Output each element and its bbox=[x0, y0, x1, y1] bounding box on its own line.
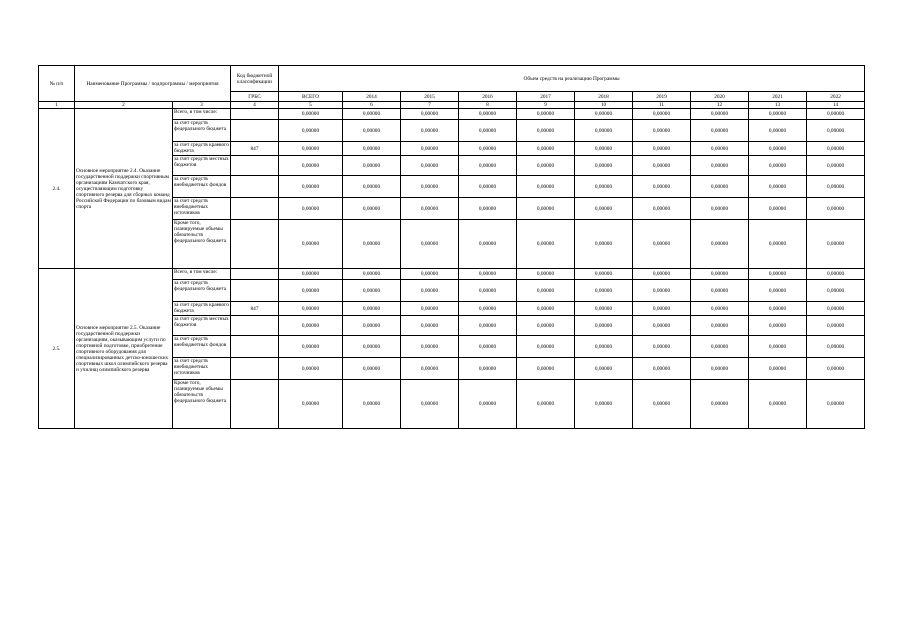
value-year: 0,00000 bbox=[633, 280, 691, 302]
column-index: 2 bbox=[75, 102, 173, 109]
value-year: 0,00000 bbox=[343, 176, 401, 198]
value-year: 0,00000 bbox=[633, 358, 691, 380]
funding-source: за счет средств краевого бюджета bbox=[174, 302, 229, 314]
value-year: 0,00000 bbox=[343, 120, 401, 142]
section-name: Основное мероприятие 2.4. Оказание государственной поддержки спортивным организациям Камчатского края, осуществляющим подготовку спортивного резерва для сборных команд Российской Федерации по базовым видам спорта bbox=[75, 109, 173, 269]
funding-source: за счет средств федерального бюджета bbox=[173, 280, 231, 302]
value-year: 0,00000 bbox=[401, 269, 459, 280]
grbs-code bbox=[231, 156, 279, 176]
value-year: 0,00000 bbox=[575, 156, 633, 176]
value-year: 0,00000 bbox=[749, 109, 807, 120]
value-year: 0,00000 bbox=[517, 269, 575, 280]
column-index: 8 bbox=[459, 102, 517, 109]
value-year: 0,00000 bbox=[749, 156, 807, 176]
value-year: 0,00000 bbox=[691, 198, 749, 220]
column-index: 5 bbox=[279, 102, 343, 109]
value-year: 0,00000 bbox=[401, 120, 459, 142]
value-year: 0,00000 bbox=[633, 269, 691, 280]
value-year: 0,00000 bbox=[691, 316, 749, 336]
value-year: 0,00000 bbox=[517, 380, 575, 429]
value-year: 0,00000 bbox=[517, 280, 575, 302]
header-row-indexes bbox=[39, 102, 865, 109]
value-year: 0,00000 bbox=[749, 302, 807, 316]
value-year: 0,00000 bbox=[749, 358, 807, 380]
value-year: 0,00000 bbox=[807, 109, 865, 120]
column-index: 4 bbox=[231, 102, 279, 109]
value-year: 0,00000 bbox=[749, 120, 807, 142]
funding-source: Всего, в том числе: bbox=[173, 269, 231, 280]
value-year: 0,00000 bbox=[459, 220, 517, 269]
value-year: 0,00000 bbox=[401, 109, 459, 120]
value-year: 0,00000 bbox=[459, 156, 517, 176]
value-year: 0,00000 bbox=[807, 358, 865, 380]
value-year: 0,00000 bbox=[807, 142, 865, 156]
value-total: 0,00000 bbox=[279, 176, 343, 198]
header-year: 2018 bbox=[575, 92, 633, 102]
value-year: 0,00000 bbox=[459, 358, 517, 380]
header-year: 2017 bbox=[517, 92, 575, 102]
value-total: 0,00000 bbox=[279, 302, 343, 316]
value-total: 0,00000 bbox=[279, 336, 343, 358]
value-year: 0,00000 bbox=[401, 380, 459, 429]
funding-source: за счет средств местных бюджетов bbox=[173, 156, 231, 176]
header-year: 2015 bbox=[401, 92, 459, 102]
value-year: 0,00000 bbox=[575, 198, 633, 220]
value-year: 0,00000 bbox=[343, 280, 401, 302]
column-index: 14 bbox=[807, 102, 865, 109]
value-year: 0,00000 bbox=[517, 316, 575, 336]
grbs-code bbox=[231, 176, 279, 198]
value-year: 0,00000 bbox=[459, 269, 517, 280]
grbs-code bbox=[231, 316, 279, 336]
value-year: 0,00000 bbox=[401, 280, 459, 302]
funding-source: за счет средств местных бюджетов bbox=[173, 316, 231, 336]
value-year: 0,00000 bbox=[459, 176, 517, 198]
value-year: 0,00000 bbox=[749, 316, 807, 336]
value-year: 0,00000 bbox=[401, 142, 459, 156]
value-year: 0,00000 bbox=[633, 156, 691, 176]
value-year: 0,00000 bbox=[459, 380, 517, 429]
value-year: 0,00000 bbox=[807, 176, 865, 198]
value-year: 0,00000 bbox=[807, 302, 865, 316]
value-year: 0,00000 bbox=[691, 109, 749, 120]
value-year: 0,00000 bbox=[343, 156, 401, 176]
grbs-code: 847 bbox=[231, 302, 279, 316]
value-year: 0,00000 bbox=[401, 358, 459, 380]
grbs-code: 847 bbox=[231, 142, 279, 156]
value-year: 0,00000 bbox=[517, 336, 575, 358]
value-total: 0,00000 bbox=[279, 109, 343, 120]
value-year: 0,00000 bbox=[401, 302, 459, 316]
value-year: 0,00000 bbox=[691, 176, 749, 198]
column-index: 7 bbox=[401, 102, 459, 109]
value-year: 0,00000 bbox=[575, 316, 633, 336]
value-year: 0,00000 bbox=[517, 302, 575, 316]
grbs-code bbox=[231, 358, 279, 380]
value-year: 0,00000 bbox=[517, 109, 575, 120]
value-total: 0,00000 bbox=[279, 358, 343, 380]
grbs-code bbox=[231, 380, 279, 429]
value-year: 0,00000 bbox=[575, 269, 633, 280]
value-year: 0,00000 bbox=[807, 156, 865, 176]
value-year: 0,00000 bbox=[749, 198, 807, 220]
value-year: 0,00000 bbox=[343, 302, 401, 316]
funding-source: за счет средств внебюджетных источников bbox=[173, 358, 231, 380]
value-year: 0,00000 bbox=[575, 109, 633, 120]
value-year: 0,00000 bbox=[633, 302, 691, 316]
value-year: 0,00000 bbox=[807, 316, 865, 336]
value-year: 0,00000 bbox=[633, 316, 691, 336]
value-year: 0,00000 bbox=[807, 198, 865, 220]
value-year: 0,00000 bbox=[401, 156, 459, 176]
value-year: 0,00000 bbox=[633, 220, 691, 269]
value-year: 0,00000 bbox=[517, 156, 575, 176]
value-year: 0,00000 bbox=[807, 280, 865, 302]
table-row bbox=[39, 109, 865, 120]
value-year: 0,00000 bbox=[749, 176, 807, 198]
value-total: 0,00000 bbox=[279, 142, 343, 156]
value-year: 0,00000 bbox=[575, 380, 633, 429]
value-year: 0,00000 bbox=[691, 220, 749, 269]
value-year: 0,00000 bbox=[691, 302, 749, 316]
value-year: 0,00000 bbox=[575, 120, 633, 142]
funding-source: за счет средств внебюджетных источников bbox=[173, 198, 231, 220]
value-year: 0,00000 bbox=[633, 198, 691, 220]
value-year: 0,00000 bbox=[517, 198, 575, 220]
funding-source: Кроме того, планируемые объемы обязательств федерального бюджета bbox=[173, 220, 231, 269]
value-year: 0,00000 bbox=[343, 316, 401, 336]
value-year: 0,00000 bbox=[575, 220, 633, 269]
table-body bbox=[39, 66, 865, 429]
header-row-top bbox=[39, 66, 865, 92]
header-grbs: ГРБС bbox=[231, 92, 279, 102]
value-year: 0,00000 bbox=[575, 176, 633, 198]
header-funding-volume: Объем средств на реализацию Программы bbox=[279, 66, 865, 92]
value-year: 0,00000 bbox=[807, 336, 865, 358]
value-year: 0,00000 bbox=[807, 380, 865, 429]
value-year: 0,00000 bbox=[401, 336, 459, 358]
grbs-code bbox=[231, 198, 279, 220]
funding-source: за счет средств внебюджетных фондов bbox=[173, 176, 231, 198]
value-year: 0,00000 bbox=[343, 220, 401, 269]
value-year: 0,00000 bbox=[749, 142, 807, 156]
header-name: Наименование Программы / подпрограммы / мероприятия bbox=[75, 66, 231, 102]
value-year: 0,00000 bbox=[749, 280, 807, 302]
document-page bbox=[38, 65, 864, 429]
value-year: 0,00000 bbox=[575, 142, 633, 156]
value-year: 0,00000 bbox=[691, 358, 749, 380]
value-year: 0,00000 bbox=[401, 198, 459, 220]
value-year: 0,00000 bbox=[517, 358, 575, 380]
value-year: 0,00000 bbox=[633, 109, 691, 120]
value-year: 0,00000 bbox=[691, 120, 749, 142]
value-year: 0,00000 bbox=[749, 336, 807, 358]
value-year: 0,00000 bbox=[343, 269, 401, 280]
value-year: 0,00000 bbox=[343, 336, 401, 358]
column-index: 3 bbox=[173, 102, 231, 109]
value-total: 0,00000 bbox=[279, 316, 343, 336]
value-year: 0,00000 bbox=[401, 220, 459, 269]
column-index: 12 bbox=[691, 102, 749, 109]
value-year: 0,00000 bbox=[343, 109, 401, 120]
header-year: 2022 bbox=[807, 92, 865, 102]
program-funding-table bbox=[38, 65, 865, 429]
value-year: 0,00000 bbox=[343, 142, 401, 156]
header-year: 2020 bbox=[691, 92, 749, 102]
value-year: 0,00000 bbox=[807, 120, 865, 142]
header-budget-code: Код бюджетной классификации bbox=[231, 66, 279, 92]
value-year: 0,00000 bbox=[749, 380, 807, 429]
column-index: 9 bbox=[517, 102, 575, 109]
value-year: 0,00000 bbox=[343, 358, 401, 380]
value-year: 0,00000 bbox=[575, 302, 633, 316]
column-index: 1 bbox=[39, 102, 75, 109]
header-number: № п/п bbox=[39, 66, 75, 102]
value-total: 0,00000 bbox=[279, 120, 343, 142]
section-number: 2.4. bbox=[39, 109, 75, 269]
header-year: 2014 bbox=[343, 92, 401, 102]
value-year: 0,00000 bbox=[633, 380, 691, 429]
header-year: 2019 bbox=[633, 92, 691, 102]
column-index: 11 bbox=[633, 102, 691, 109]
value-year: 0,00000 bbox=[575, 358, 633, 380]
value-year: 0,00000 bbox=[459, 198, 517, 220]
value-year: 0,00000 bbox=[517, 176, 575, 198]
section-name: Основное мероприятие 2.5. Оказание государственной поддержки организациям, оказывающим услуги по спортивной подготовке, приобретение спортивного оборудования для специализированных детско-юношеских спортивных школ олимпийского резерва и училищ олимпийского резерва bbox=[75, 269, 173, 429]
value-year: 0,00000 bbox=[691, 280, 749, 302]
value-year: 0,00000 bbox=[633, 336, 691, 358]
value-total: 0,00000 bbox=[279, 269, 343, 280]
grbs-code bbox=[231, 280, 279, 302]
value-total: 0,00000 bbox=[279, 198, 343, 220]
grbs-code bbox=[231, 336, 279, 358]
funding-source: за счет средств внебюджетных фондов bbox=[173, 336, 231, 358]
value-year: 0,00000 bbox=[343, 380, 401, 429]
column-index: 10 bbox=[575, 102, 633, 109]
grbs-code bbox=[231, 220, 279, 269]
value-year: 0,00000 bbox=[459, 302, 517, 316]
value-year: 0,00000 bbox=[459, 142, 517, 156]
value-year: 0,00000 bbox=[517, 142, 575, 156]
grbs-code bbox=[231, 120, 279, 142]
value-year: 0,00000 bbox=[517, 120, 575, 142]
value-total: 0,00000 bbox=[279, 220, 343, 269]
section-number: 2.5. bbox=[39, 269, 75, 429]
value-year: 0,00000 bbox=[691, 269, 749, 280]
value-year: 0,00000 bbox=[633, 142, 691, 156]
value-year: 0,00000 bbox=[749, 269, 807, 280]
value-total: 0,00000 bbox=[279, 280, 343, 302]
funding-source: за счет средств федерального бюджета bbox=[173, 120, 231, 142]
value-year: 0,00000 bbox=[691, 336, 749, 358]
value-year: 0,00000 bbox=[459, 120, 517, 142]
column-index: 13 bbox=[749, 102, 807, 109]
funding-source: Всего, в том числе: bbox=[173, 109, 231, 120]
column-index: 6 bbox=[343, 102, 401, 109]
value-year: 0,00000 bbox=[807, 220, 865, 269]
value-year: 0,00000 bbox=[691, 142, 749, 156]
funding-source: за счет средств краевого бюджета bbox=[174, 142, 229, 154]
header-total: ВСЕГО bbox=[279, 92, 343, 102]
value-year: 0,00000 bbox=[459, 316, 517, 336]
value-year: 0,00000 bbox=[343, 198, 401, 220]
value-year: 0,00000 bbox=[459, 336, 517, 358]
value-year: 0,00000 bbox=[401, 316, 459, 336]
value-year: 0,00000 bbox=[691, 380, 749, 429]
value-year: 0,00000 bbox=[691, 156, 749, 176]
header-year: 2021 bbox=[749, 92, 807, 102]
value-total: 0,00000 bbox=[279, 156, 343, 176]
table-row bbox=[39, 269, 865, 280]
header-year: 2016 bbox=[459, 92, 517, 102]
grbs-code bbox=[231, 109, 279, 120]
value-year: 0,00000 bbox=[575, 280, 633, 302]
value-total: 0,00000 bbox=[279, 380, 343, 429]
grbs-code bbox=[231, 269, 279, 280]
value-year: 0,00000 bbox=[575, 336, 633, 358]
value-year: 0,00000 bbox=[807, 269, 865, 280]
value-year: 0,00000 bbox=[517, 220, 575, 269]
value-year: 0,00000 bbox=[633, 176, 691, 198]
value-year: 0,00000 bbox=[749, 220, 807, 269]
value-year: 0,00000 bbox=[401, 176, 459, 198]
value-year: 0,00000 bbox=[459, 280, 517, 302]
value-year: 0,00000 bbox=[459, 109, 517, 120]
value-year: 0,00000 bbox=[633, 120, 691, 142]
funding-source: Кроме того, планируемые объемы обязательств федерального бюджета bbox=[173, 380, 231, 429]
